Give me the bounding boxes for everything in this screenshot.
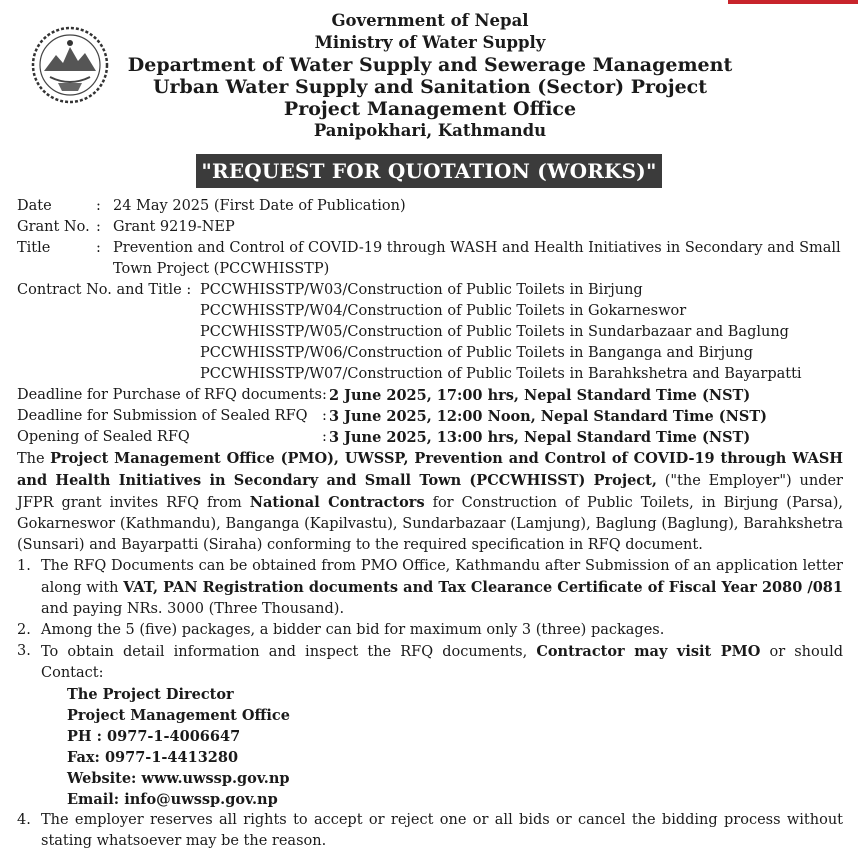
item-text: or should Contact: [41,644,843,681]
item-bold-text: VAT, PAN Registration documents and Tax Clearance Certificate of Fiscal Year 2080 /081 [123,579,843,596]
header-project: Urban Water Supply and Sanitation (Sector) Project [152,76,708,98]
rfq-banner: "REQUEST FOR QUOTATION (WORKS)" [196,154,662,188]
item-number: 2. [17,622,31,638]
item-text: Among the 5 (five) packages, a bidder can bid for maximum only 3 (three) packages. [41,622,665,638]
deadline-colon: : [322,429,327,445]
contact-website: Website: www.uwssp.gov.np [67,770,290,787]
contract-item: PCCWHISSTP/W07/Construction of Public Toilets in Barahkshetra and Bayarpatti [200,366,802,382]
header-government: Government of Nepal [331,11,529,30]
contract-items [200,280,802,385]
corner-accent-bar [728,0,858,4]
intro-text: ("the Employer") under JFPR grant invites RFQ from [17,473,843,511]
date-value: 24 May 2025 (First Date of Publication) [113,198,406,214]
intro-paragraph [17,448,843,556]
contact-fax: Fax: 0977-1-4413280 [67,749,239,766]
deadline-submission-label: Deadline for Submission of Sealed RFQ [17,408,308,424]
contract-item: PCCWHISSTP/W05/Construction of Public Toilets in Sundarbazaar and Baglung [200,324,789,340]
opening-value: 3 June 2025, 13:00 hrs, Nepal Standard Time (NST) [329,429,751,446]
contact-block [17,684,843,810]
contact-email: Email: info@uwssp.gov.np [67,791,278,808]
intro-text: for Construction of Public Toilets, in Birjung (Parsa), Gokarneswor (Kathmandu), Banganga (Kapilvastu), Sundarbazaar (Lamjung), Baglung (Baglung), Barahkshetra (Sunsari) and Bayarpatti (Siraha) conforming to the required specification in RFQ document. [17,495,843,553]
list-item-3 [17,641,843,684]
item-text: and paying NRs. 3000 (Three Thousand). [41,601,345,617]
title-row [17,238,843,280]
header-office: Project Management Office [283,98,577,120]
grant-value: Grant 9219-NEP [113,219,235,235]
date-colon: : [96,198,101,214]
list-item-4 [17,810,843,852]
deadline-colon: : [322,387,327,403]
item-text: The employer reserves all rights to accept or reject one or all bids or cancel the bidding process without stating whatsoever may be the reason. [41,812,843,849]
grant-colon: : [96,219,101,235]
contract-list [17,280,843,385]
item-number: 4. [17,812,31,828]
header-ministry: Ministry of Water Supply [314,33,546,52]
intro-employer-bold: Project Management Office (PMO), UWSSP, Prevention and Control of COVID-19 through WASH and Health Initiatives in Secondary and Small Town (PCCWHISST) Project, [17,450,844,489]
deadline-submission-value: 3 June 2025, 12:00 Noon, Nepal Standard Time (NST) [329,408,767,425]
contact-office: Project Management Office [67,707,290,724]
title-value: Prevention and Control of COVID-19 through WASH and Health Initiatives in Secondary and Small Town Project (PCCWHISSTP) [113,240,841,277]
item-number: 3. [17,643,31,659]
contact-phone: PH : 0977-1-4006647 [67,728,241,745]
title-label: Title [17,240,51,256]
deadline-purchase-row [17,385,843,406]
header-location: Panipokhari, Kathmandu [313,121,547,140]
item-bold-text: Contractor may visit PMO [536,643,761,660]
contract-item: PCCWHISSTP/W06/Construction of Public Toilets in Banganga and Birjung [200,345,754,361]
contract-label: Contract No. and Title : [17,282,192,298]
title-colon: : [96,240,101,256]
contract-item: PCCWHISSTP/W03/Construction of Public Toilets in Birjung [200,282,643,298]
deadline-colon: : [322,408,327,424]
opening-label: Opening of Sealed RFQ [17,429,190,445]
date-row [17,196,843,217]
intro-text: The [17,451,51,467]
contract-item: PCCWHISSTP/W04/Construction of Public Toilets in Gokarneswor [200,303,687,319]
deadline-purchase-label: Deadline for Purchase of RFQ documents [17,387,322,403]
deadline-purchase-value: 2 June 2025, 17:00 hrs, Nepal Standard Time (NST) [329,387,751,404]
intro-contractors-bold: National Contractors [249,494,425,511]
opening-row [17,427,843,448]
item-number: 1. [17,558,31,574]
list-item-2 [17,620,843,641]
notice-body [17,196,843,852]
deadline-submission-row [17,406,843,427]
grant-label: Grant No. [17,219,90,235]
contact-director: The Project Director [67,686,234,703]
item-text: To obtain detail information and inspect the RFQ documents, [41,644,537,660]
header-department: Department of Water Supply and Sewerage Management [127,54,733,76]
item-text: The RFQ Documents can be obtained from PMO Office, Kathmandu after Submission of an application letter along with [41,558,843,596]
grant-row [17,217,843,238]
letterhead [0,10,860,142]
date-label: Date [17,198,52,214]
list-item-1 [17,556,843,620]
